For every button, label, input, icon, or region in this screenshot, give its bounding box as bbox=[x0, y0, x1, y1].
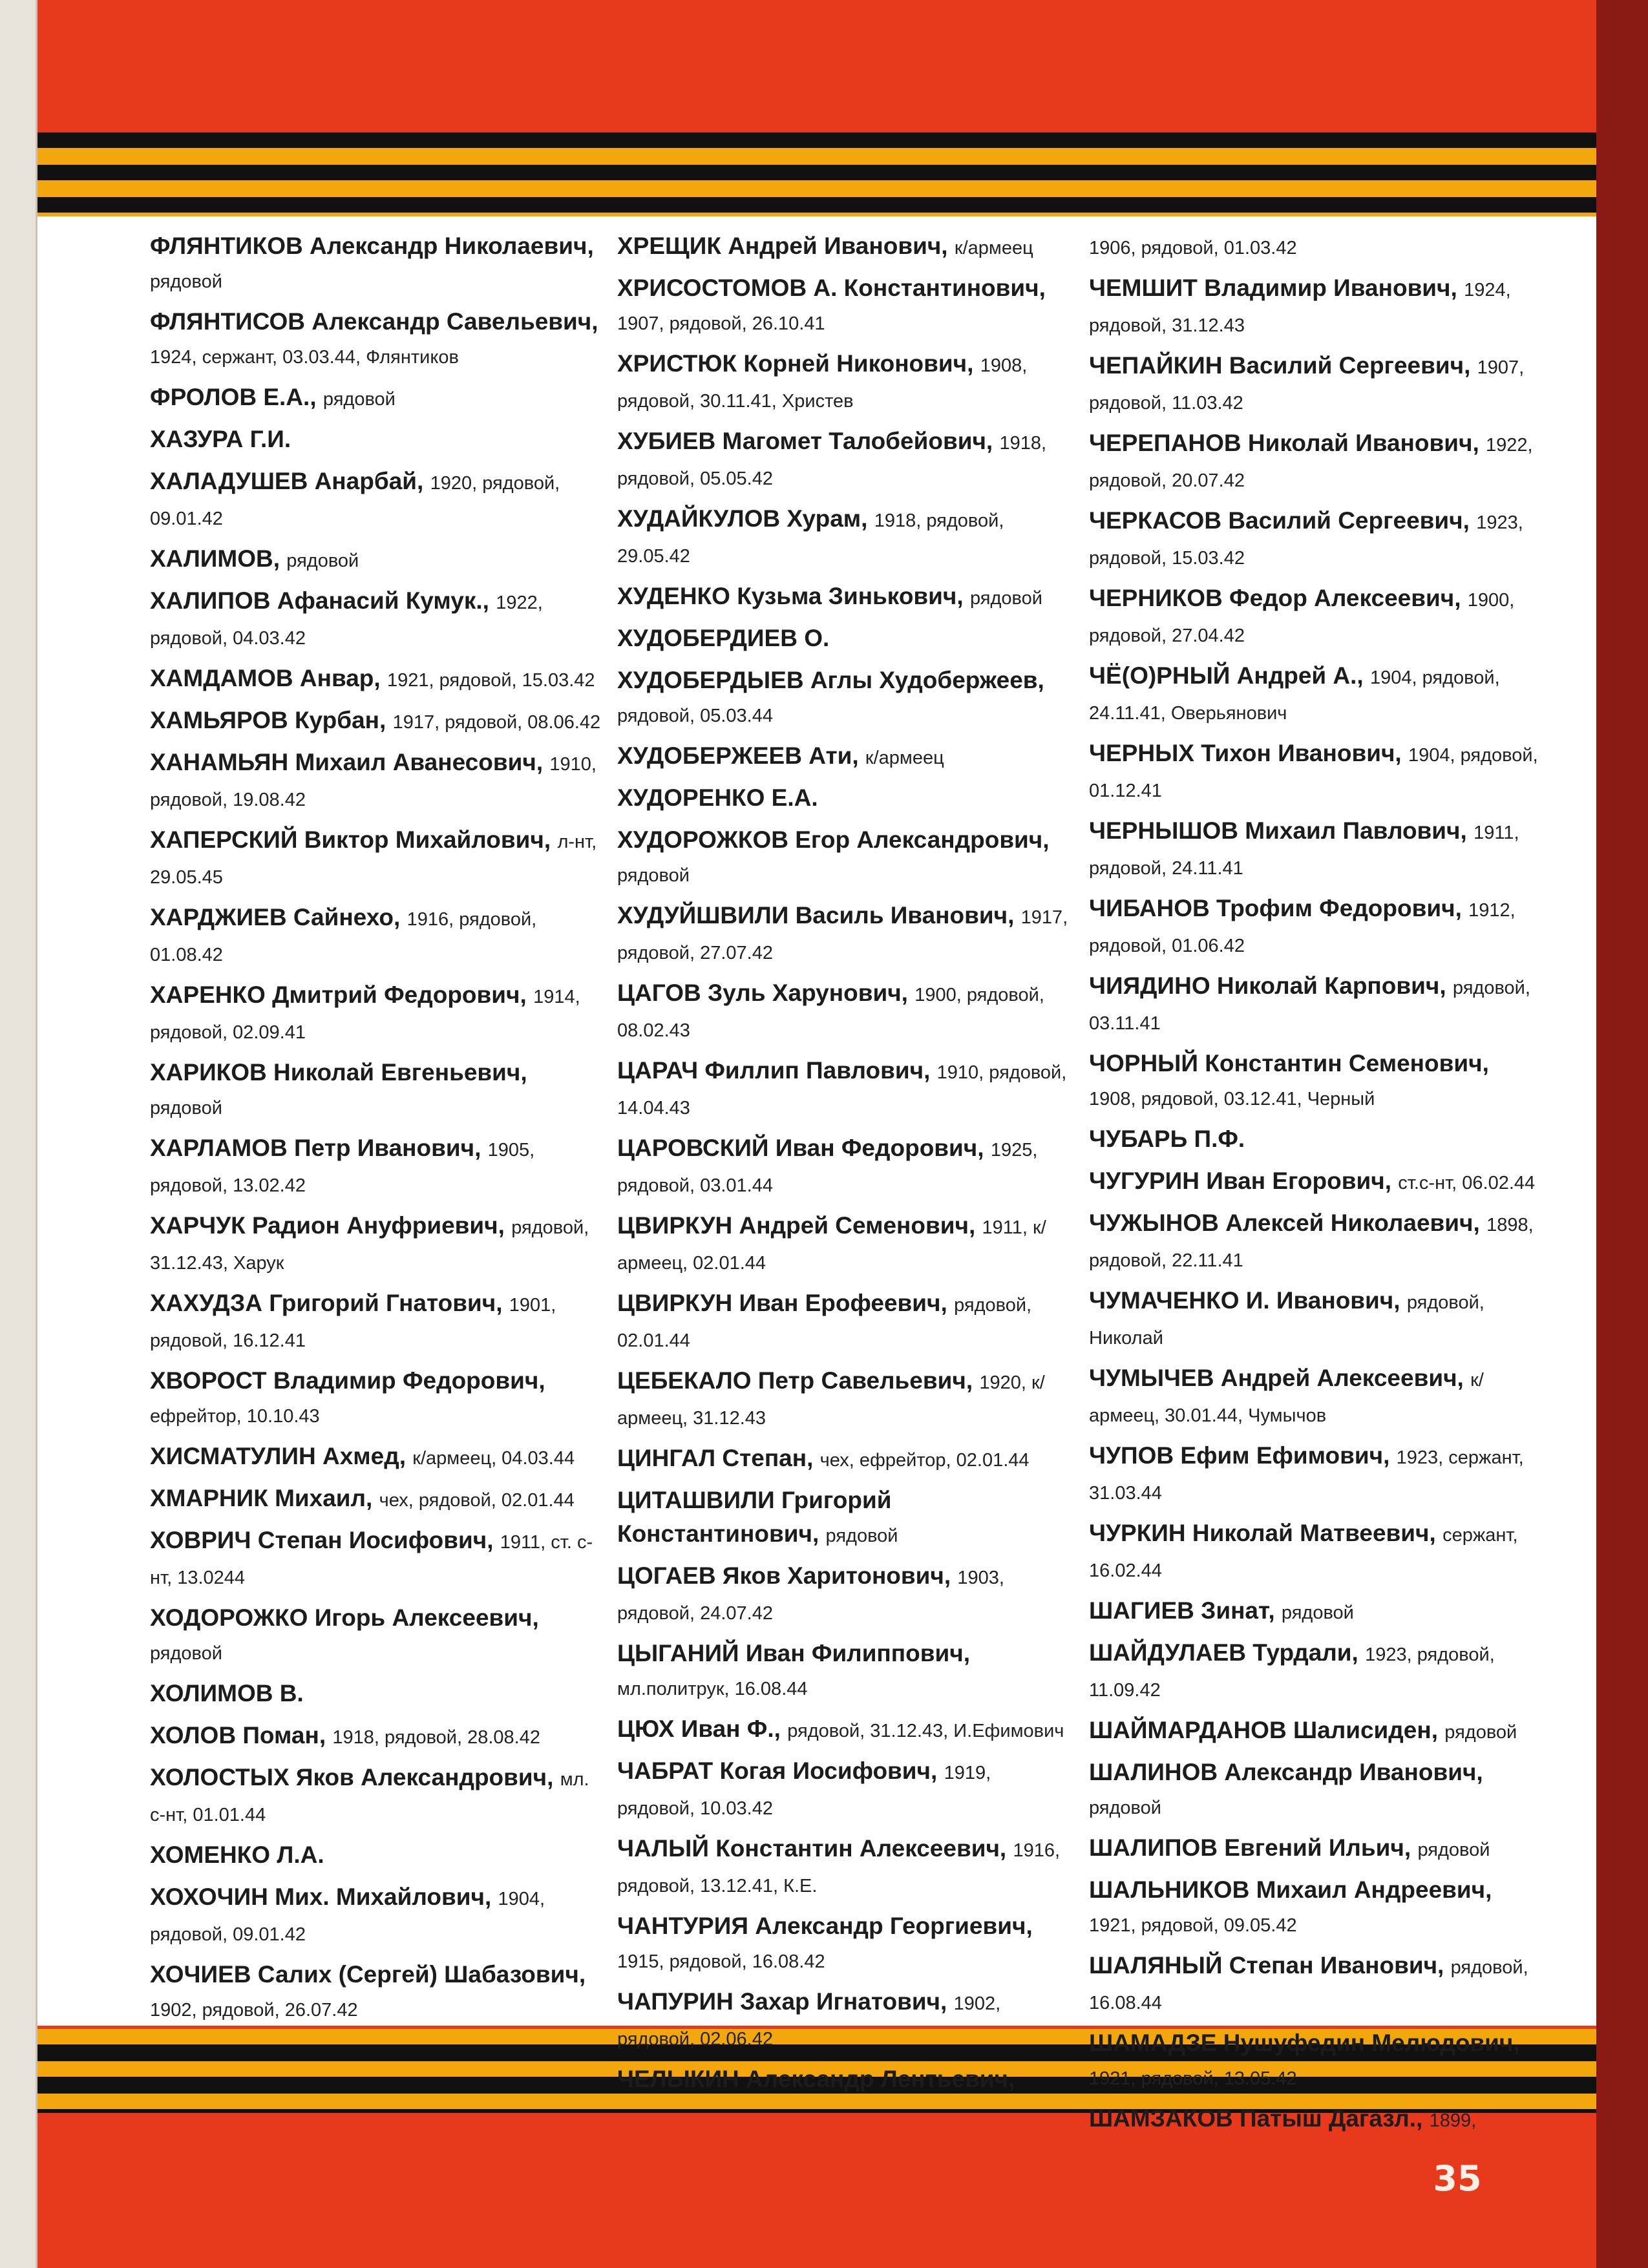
memorial-entry bbox=[1089, 659, 1541, 730]
memorial-entry bbox=[150, 1440, 602, 1475]
entry-details: мл. с-нт, 01.01.44 bbox=[150, 1769, 589, 1825]
memorial-entry bbox=[150, 746, 602, 817]
entry-name: ХАЗУРА Г.И. bbox=[150, 426, 291, 452]
memorial-entry bbox=[150, 1761, 602, 1832]
entry-details: рядовой bbox=[322, 389, 396, 410]
entry-details: рядовой bbox=[1417, 1840, 1490, 1860]
entry-details: 1920, рядовой, 09.01.42 bbox=[150, 473, 560, 529]
entry-name: ХИСМАТУЛИН Ахмед, bbox=[150, 1443, 406, 1469]
entry-name: ХАЛИПОВ Афанасий Кумук., bbox=[150, 587, 489, 614]
entry-name: ХУДОРЕНКО Е.А. bbox=[617, 784, 818, 811]
entry-name: ЧУПОВ Ефим Ефимович, bbox=[1089, 1442, 1390, 1469]
entry-details: 1900, рядовой, 08.02.43 bbox=[617, 985, 1044, 1041]
entry-details: 1907, рядовой, 26.10.41 bbox=[617, 313, 825, 334]
entry-name: ХРИСОСТОМОВ А. Константинович, bbox=[617, 275, 1046, 301]
entry-details: 1917, рядовой, 27.07.42 bbox=[617, 907, 1068, 963]
entry-details: рядовой bbox=[825, 1526, 898, 1546]
entry-name: ХОМЕНКО Л.А. bbox=[150, 1842, 324, 1868]
memorial-entry bbox=[1089, 969, 1541, 1040]
entry-details: к/армеец, 30.01.44, Чумычов bbox=[1089, 1370, 1484, 1426]
entry-details: ефрейтор, 10.10.43 bbox=[150, 1406, 320, 1427]
entry-details: 1918, рядовой, 05.05.42 bbox=[617, 433, 1047, 489]
entry-details: 1912, рядовой, 01.06.42 bbox=[1089, 900, 1516, 956]
memorial-entry bbox=[150, 1286, 602, 1358]
memorial-entry bbox=[1089, 1284, 1541, 1355]
entry-details: 1916, рядовой, 01.08.42 bbox=[150, 909, 537, 965]
memorial-entry bbox=[617, 1909, 1070, 1979]
entry-details: к/армеец, 04.03.44 bbox=[412, 1448, 575, 1469]
entry-details: 1921, рядовой, 15.03.42 bbox=[386, 670, 595, 691]
entry-name: ХАЛАДУШЕВ Анарбай, bbox=[150, 468, 424, 494]
entry-name: ХМАРНИК Михаил, bbox=[150, 1485, 373, 1511]
memorial-entry bbox=[1089, 1594, 1541, 1630]
memorial-entry bbox=[150, 423, 602, 458]
memorial-entry bbox=[617, 1985, 1070, 2056]
entry-name: ХУДАЙКУЛОВ Хурам, bbox=[617, 505, 868, 532]
entry-details: 1919, рядовой, 10.03.42 bbox=[617, 1763, 991, 1819]
entry-name: ХОЛОСТЫХ Яков Александрович, bbox=[150, 1764, 554, 1790]
entry-name: ХАРИКОВ Николай Евгеньевич, bbox=[150, 1059, 527, 1086]
memorial-entry bbox=[617, 664, 1070, 733]
memorial-entry bbox=[617, 271, 1070, 341]
entry-details: рядовой, 02.01.44 bbox=[617, 1295, 1032, 1351]
memorial-entry bbox=[1089, 1636, 1541, 1707]
entry-name: ХОЧИЕВ Салих (Сергей) Шабазович, bbox=[150, 1961, 586, 1988]
memorial-entry bbox=[150, 823, 602, 894]
memorial-entry bbox=[617, 976, 1070, 1047]
entry-name: ФЛЯНТИСОВ Александр Савельевич, bbox=[150, 308, 598, 335]
entry-name: ХУДОРОЖКОВ Егор Александрович, bbox=[617, 826, 1050, 853]
entry-name: ЦИТАШВИЛИ Григорий Константинович, bbox=[617, 1487, 892, 1547]
entry-name: ШАЛИПОВ Евгений Ильич, bbox=[1089, 1834, 1411, 1861]
entry-details: 1916, рядовой, 13.12.41, К.Е. bbox=[617, 1840, 1061, 1896]
entry-details: рядовой bbox=[969, 588, 1042, 609]
entry-details: 1908, рядовой, 03.12.41, Черный bbox=[1089, 1089, 1375, 1109]
entry-details: 1921, рядовой, 09.05.42 bbox=[1089, 1915, 1297, 1936]
memorial-entry bbox=[617, 425, 1070, 496]
entry-name: ЧИБАНОВ Трофим Федорович, bbox=[1089, 895, 1462, 921]
entry-details: 1911, к/армеец, 02.01.44 bbox=[617, 1217, 1046, 1274]
memorial-entry bbox=[1089, 426, 1541, 498]
entry-details: 1910, рядовой, 19.08.42 bbox=[150, 754, 597, 810]
entry-name: ШАМЗАКОВ Патыш Дагазл., bbox=[1089, 2105, 1423, 2132]
memorial-entry bbox=[1089, 1873, 1541, 1942]
entry-details: 1924, рядовой, 31.12.43 bbox=[1089, 280, 1511, 336]
memorial-entry bbox=[617, 1484, 1070, 1553]
entry-name: ХУДОБЕРДЫЕВ Аглы Худобержеев, bbox=[617, 667, 1044, 693]
entry-name: ХОХОЧИН Мих. Михайлович, bbox=[150, 1884, 492, 1910]
entry-name: ШАМАДЗЕ Нушуфедин Мелюдович, bbox=[1089, 2030, 1520, 2056]
entry-details: рядовой, 05.03.44 bbox=[617, 706, 773, 726]
memorial-entry bbox=[150, 1131, 602, 1202]
entry-details: 1922, рядовой, 04.03.42 bbox=[150, 593, 543, 649]
entry-details: чех, рядовой, 02.01.44 bbox=[379, 1490, 575, 1511]
memorial-entry bbox=[150, 542, 602, 578]
entry-name: ЧАНТУРИЯ Александр Георгиевич, bbox=[617, 1913, 1033, 1939]
memorial-entry bbox=[617, 229, 1070, 265]
entry-name: ХУДОБЕРЖЕЕВ Ати, bbox=[617, 742, 859, 769]
entry-name: ЧЕРНЫХ Тихон Иванович, bbox=[1089, 740, 1402, 766]
memorial-entry bbox=[150, 1482, 602, 1517]
entry-name: ШАЛЯНЫЙ Степан Иванович, bbox=[1089, 1952, 1444, 1979]
entry-name: ХОДОРОЖКО Игорь Алексеевич, bbox=[150, 1604, 539, 1631]
memorial-entry bbox=[1089, 1714, 1541, 1749]
entry-details: 1906, рядовой, 01.03.42 bbox=[1089, 238, 1297, 258]
entry-details: рядовой bbox=[1281, 1602, 1354, 1623]
entry-details: 1922, рядовой, 20.07.42 bbox=[1089, 435, 1533, 491]
memorial-entry bbox=[150, 381, 602, 416]
entry-details: 1920, к/армеец, 31.12.43 bbox=[617, 1372, 1045, 1429]
entry-name: ЧЕРНИКОВ Федор Алексеевич, bbox=[1089, 585, 1461, 611]
memorial-entry bbox=[150, 1601, 602, 1670]
memorial-entry bbox=[1089, 814, 1541, 885]
memorial-entry bbox=[150, 662, 602, 697]
memorial-entry bbox=[1089, 1164, 1541, 1200]
entry-details: 1905, рядовой, 13.02.42 bbox=[150, 1140, 535, 1196]
memorial-entry bbox=[150, 1364, 602, 1433]
memorial-entry bbox=[1089, 1047, 1541, 1116]
entry-name: ЧУМЫЧЕВ Андрей Алексеевич, bbox=[1089, 1365, 1464, 1391]
entry-details: 1918, рядовой, 29.05.42 bbox=[617, 510, 1004, 567]
memorial-entry bbox=[150, 1677, 602, 1712]
entry-name: ЧЕПАЙКИН Василий Сергеевич, bbox=[1089, 352, 1471, 379]
memorial-entry bbox=[617, 1832, 1070, 1903]
entry-details: 1902, рядовой, 02.06.42 bbox=[617, 1993, 1001, 2050]
entry-details: рядовой bbox=[1444, 1722, 1517, 1743]
entry-details: 1908, рядовой, 30.11.41, Христев bbox=[617, 355, 1028, 412]
entry-name: ЧЁ(О)РНЫЙ Андрей А., bbox=[1089, 662, 1364, 689]
entry-name: ШАЛИНОВ Александр Иванович, bbox=[1089, 1759, 1483, 1785]
memorial-entry bbox=[617, 899, 1070, 970]
entry-name: ШАЙДУЛАЕВ Турдали, bbox=[1089, 1639, 1358, 1666]
entry-name: ХАРЧУК Радион Ануфриевич, bbox=[150, 1212, 505, 1239]
entry-details: 1921, рядовой, 13.05.42 bbox=[1089, 2068, 1297, 2089]
memorial-entry bbox=[617, 347, 1070, 418]
entry-details: 1904, рядовой, 24.11.41, Оверьянович bbox=[1089, 667, 1500, 724]
entry-name: ЧИЯДИНО Николай Карпович, bbox=[1089, 972, 1446, 999]
entry-details: 1914, рядовой, 02.09.41 bbox=[150, 987, 580, 1043]
entry-details: 1911, рядовой, 24.11.41 bbox=[1089, 823, 1519, 879]
entry-details: 1923, рядовой, 15.03.42 bbox=[1089, 512, 1523, 569]
page-edge bbox=[1596, 0, 1648, 2268]
memorial-entry bbox=[150, 305, 602, 374]
memorial-entry bbox=[617, 781, 1070, 817]
entry-details: рядовой, 31.12.43, Харук bbox=[150, 1217, 589, 1274]
memorial-entry bbox=[617, 1637, 1070, 1706]
memorial-entry bbox=[1089, 2026, 1541, 2095]
entry-name: ХВОРОСТ Владимир Федорович, bbox=[150, 1367, 545, 1394]
memorial-entry bbox=[1089, 1831, 1541, 1867]
memorial-entry bbox=[150, 1958, 602, 2027]
entry-details: 1899, bbox=[1429, 2110, 1477, 2131]
entry-name: ЧЕРКАСОВ Василий Сергеевич, bbox=[1089, 507, 1470, 534]
entry-name: ШАЛЬНИКОВ Михаил Андреевич, bbox=[1089, 1876, 1492, 1903]
entry-name: ЧУЖЫНОВ Алексей Николаевич, bbox=[1089, 1210, 1480, 1236]
entry-details: 1923, рядовой, 11.09.42 bbox=[1089, 1644, 1495, 1701]
entry-name: ХАНАМЬЯН Михаил Аванесович, bbox=[150, 749, 544, 775]
memorial-entry bbox=[1089, 1206, 1541, 1277]
entry-details: 1918, рядовой, 28.08.42 bbox=[332, 1727, 540, 1748]
entry-name: ЧЕЛЫКИН Александр Лентьевич, bbox=[617, 2066, 1015, 2092]
entry-details: рядовой bbox=[617, 865, 690, 886]
memorial-entry bbox=[617, 580, 1070, 615]
entry-details: 1904, рядовой, 01.12.41 bbox=[1089, 745, 1538, 801]
memorial-entry bbox=[150, 229, 602, 299]
entry-name: ЧУРКИН Николай Матвеевич, bbox=[1089, 1520, 1436, 1546]
entry-name: ХАРЛАМОВ Петр Иванович, bbox=[150, 1135, 481, 1161]
memorial-entry bbox=[150, 1880, 602, 1951]
entry-name: ЦАРАЧ Филлип Павлович, bbox=[617, 1057, 931, 1084]
entry-details: 1911, ст. с-нт, 13.0244 bbox=[150, 1532, 593, 1588]
entry-name: ЧУБАРЬ П.Ф. bbox=[1089, 1126, 1245, 1152]
entry-details: мл.политрук, 16.08.44 bbox=[617, 1679, 808, 1699]
entry-name: ХАРДЖИЕВ Сайнехо, bbox=[150, 904, 401, 930]
entry-name: ХАМДАМОВ Анвар, bbox=[150, 665, 381, 691]
entry-name: ХУДОБЕРДИЕВ О. bbox=[617, 625, 830, 651]
entry-details: рядовой bbox=[150, 1643, 222, 1664]
memorial-entry bbox=[1089, 1756, 1541, 1825]
entry-details: 1902, рядовой, 26.07.42 bbox=[150, 2000, 358, 2021]
memorial-entry bbox=[617, 739, 1070, 775]
entry-name: ЦАРОВСКИЙ Иван Федорович, bbox=[617, 1135, 984, 1161]
memorial-entry bbox=[617, 2063, 1070, 2098]
entry-name: ХРИСТЮК Корней Никонович, bbox=[617, 350, 974, 377]
entry-details: 1925, рядовой, 03.01.44 bbox=[617, 1140, 1038, 1196]
memorial-entry bbox=[150, 1209, 602, 1280]
memorial-entry bbox=[617, 1209, 1070, 1280]
entry-details: 1898, рядовой, 22.11.41 bbox=[1089, 1215, 1534, 1271]
memorial-entry bbox=[617, 823, 1070, 892]
entry-details: рядовой, 16.08.44 bbox=[1089, 1957, 1528, 2013]
names-column-3 bbox=[1089, 229, 1541, 2144]
memorial-entry bbox=[617, 1754, 1070, 1825]
memorial-entry bbox=[1089, 229, 1541, 265]
entry-name: ЦЕБЕКАЛО Петр Савельевич, bbox=[617, 1367, 973, 1394]
entry-name: ЧОРНЫЙ Константин Семенович, bbox=[1089, 1050, 1489, 1076]
memorial-entry bbox=[1089, 1361, 1541, 1433]
entry-details: 1904, рядовой, 09.01.42 bbox=[150, 1889, 545, 1945]
entry-name: ЧАБРАТ Когая Иосифович, bbox=[617, 1758, 938, 1784]
memorial-entry bbox=[617, 1286, 1070, 1358]
entry-details: сержант, 16.02.44 bbox=[1089, 1525, 1518, 1581]
entry-name: ХАПЕРСКИЙ Виктор Михайлович, bbox=[150, 826, 551, 853]
entry-details: 1910, рядовой, 14.04.43 bbox=[617, 1062, 1067, 1118]
entry-name: ХОВРИЧ Степан Иосифович, bbox=[150, 1527, 494, 1553]
entry-name: ХУДЕНКО Кузьма Зинькович, bbox=[617, 583, 964, 609]
entry-name: ЦВИРКУН Андрей Семенович, bbox=[617, 1212, 976, 1239]
memorial-entry bbox=[150, 978, 602, 1049]
memorial-entry bbox=[150, 704, 602, 739]
entry-name: ЧЕМШИТ Владимир Иванович, bbox=[1089, 275, 1457, 301]
entry-name: ХОЛИМОВ В. bbox=[150, 1680, 304, 1706]
memorial-entry bbox=[1089, 349, 1541, 420]
entry-name: ХОЛОВ Поман, bbox=[150, 1722, 326, 1748]
memorial-entry bbox=[150, 1056, 602, 1125]
entry-details: рядовой bbox=[1089, 1798, 1161, 1818]
entry-details: ст.с-нт, 06.02.44 bbox=[1398, 1173, 1536, 1193]
entry-name: ХРЕЩИК Андрей Иванович, bbox=[617, 233, 948, 259]
entry-name: ХАХУДЗА Григорий Гнатович, bbox=[150, 1290, 503, 1316]
memorial-entry bbox=[617, 1131, 1070, 1202]
memorial-entry bbox=[150, 901, 602, 972]
memorial-entry bbox=[1089, 1439, 1541, 1510]
memorial-entry bbox=[1089, 1517, 1541, 1588]
entry-name: ХУБИЕВ Магомет Талобейович, bbox=[617, 428, 993, 454]
memorial-entry bbox=[1089, 2102, 1541, 2137]
entry-details: 1923, сержант, 31.03.44 bbox=[1089, 1447, 1524, 1504]
book-spine bbox=[0, 0, 37, 2268]
names-column-2 bbox=[617, 229, 1070, 2105]
memorial-entry bbox=[617, 1364, 1070, 1435]
entry-name: ФЛЯНТИКОВ Александр Николаевич, bbox=[150, 233, 594, 259]
entry-details: 1903, рядовой, 24.07.42 bbox=[617, 1568, 1004, 1624]
page-number: 35 bbox=[1433, 2158, 1482, 2199]
entry-name: ЧАЛЫЙ Константин Алексеевич, bbox=[617, 1835, 1007, 1862]
entry-details: рядовой bbox=[150, 271, 222, 292]
entry-details: 1901, рядовой, 16.12.41 bbox=[150, 1295, 556, 1351]
entry-details: рядовой, 31.12.43, И.Ефимович bbox=[787, 1721, 1064, 1741]
entry-name: ЦОГАЕВ Яков Харитонович, bbox=[617, 1562, 951, 1589]
entry-details: чех, ефрейтор, 02.01.44 bbox=[819, 1450, 1030, 1471]
memorial-entry bbox=[1089, 892, 1541, 963]
top-st-george-ribbon bbox=[0, 132, 1648, 216]
entry-name: ХАЛИМОВ, bbox=[150, 545, 280, 572]
entry-details: рядовой bbox=[150, 1098, 222, 1118]
memorial-entry bbox=[150, 1719, 602, 1754]
entry-name: ШАГИЕВ Зинат, bbox=[1089, 1597, 1275, 1624]
entry-details: рядовой bbox=[286, 551, 359, 571]
memorial-entry bbox=[150, 1524, 602, 1595]
entry-name: ЧАПУРИН Захар Игнатович, bbox=[617, 1988, 947, 2015]
memorial-entry bbox=[150, 584, 602, 655]
entry-details: 1917, рядовой, 08.06.42 bbox=[392, 712, 601, 733]
entry-name: ХАМЬЯРОВ Курбан, bbox=[150, 707, 386, 733]
entry-name: ЧЕРНЫШОВ Михаил Павлович, bbox=[1089, 817, 1467, 844]
entry-details: к/армеец bbox=[954, 238, 1033, 258]
memorial-entry bbox=[1089, 1122, 1541, 1158]
memorial-entry bbox=[617, 1559, 1070, 1630]
memorial-entry bbox=[1089, 504, 1541, 575]
entry-name: ЦЮХ Иван Ф., bbox=[617, 1716, 781, 1742]
memorial-entry bbox=[1089, 737, 1541, 808]
entry-name: ХАРЕНКО Дмитрий Федорович, bbox=[150, 982, 527, 1008]
names-column-1 bbox=[150, 229, 602, 2033]
entry-details: рядовой, Николай bbox=[1089, 1292, 1484, 1349]
memorial-entry bbox=[617, 1442, 1070, 1477]
entry-name: ЦВИРКУН Иван Ерофеевич, bbox=[617, 1290, 947, 1316]
entry-details: рядовой, 03.11.41 bbox=[1089, 978, 1530, 1034]
memorial-entry bbox=[1089, 582, 1541, 653]
memorial-entry bbox=[1089, 271, 1541, 342]
entry-name: ШАЙМАРДАНОВ Шалисиден, bbox=[1089, 1717, 1438, 1743]
memorial-entry bbox=[1089, 1949, 1541, 2020]
entry-name: ЦЫГАНИЙ Иван Филиппович, bbox=[617, 1640, 970, 1666]
entry-details: 1924, сержант, 03.03.44, Флянтиков bbox=[150, 347, 459, 368]
entry-name: ХУДУЙШВИЛИ Василь Иванович, bbox=[617, 902, 1015, 929]
memorial-entry bbox=[150, 1838, 602, 1874]
entry-details: 1900, рядовой, 27.04.42 bbox=[1089, 590, 1515, 646]
memorial-entry bbox=[617, 622, 1070, 657]
entry-details: к/армеец bbox=[865, 748, 944, 768]
memorial-entry bbox=[150, 465, 602, 536]
memorial-entry bbox=[617, 502, 1070, 573]
memorial-entry bbox=[617, 1054, 1070, 1125]
entry-name: ЧЕРЕПАНОВ Николай Иванович, bbox=[1089, 430, 1479, 456]
entry-details: 1915, рядовой, 16.08.42 bbox=[617, 1951, 825, 1972]
entry-name: ЦИНГАЛ Степан, bbox=[617, 1445, 814, 1471]
entry-details: 1907, рядовой, 11.03.42 bbox=[1089, 357, 1525, 414]
memorial-entry bbox=[617, 1712, 1070, 1748]
entry-name: ЦАГОВ Зуль Харунович, bbox=[617, 980, 908, 1006]
entry-name: ЧУГУРИН Иван Егорович, bbox=[1089, 1168, 1391, 1194]
entry-name: ФРОЛОВ Е.А., bbox=[150, 384, 317, 410]
entry-name: ЧУМАЧЕНКО И. Иванович, bbox=[1089, 1287, 1400, 1314]
entry-details: л-нт, 29.05.45 bbox=[150, 832, 597, 888]
